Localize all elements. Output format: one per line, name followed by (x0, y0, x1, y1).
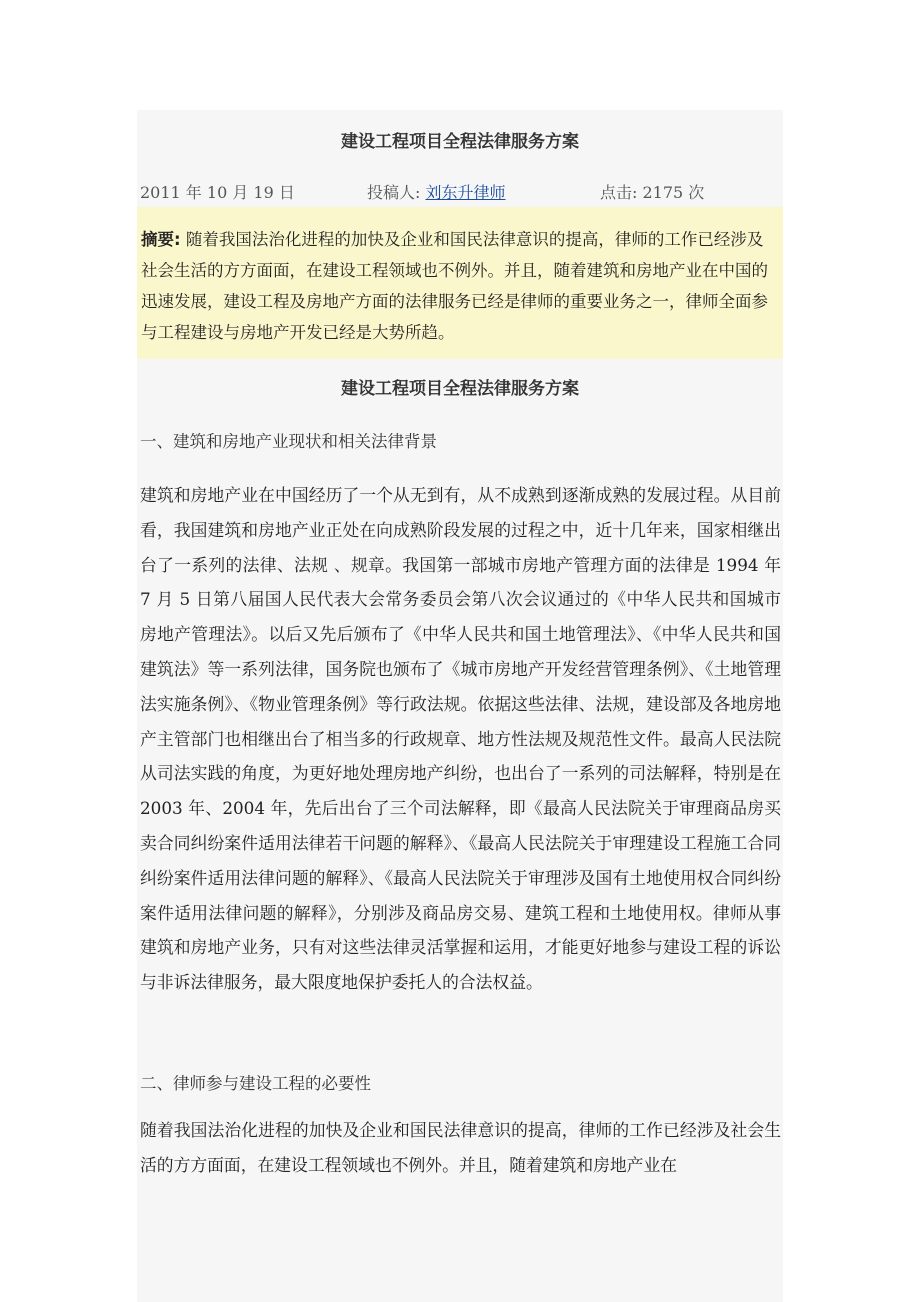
summary-label: 摘要: (141, 230, 181, 249)
article-title: 建设工程项目全程法律服务方案 (341, 132, 579, 152)
publish-date: 2011 年 10 月 19 日 (140, 183, 295, 202)
author-info (367, 180, 506, 203)
section-paragraph-1: 建筑和房地产业在中国经历了一个从无到有，从不成熟到逐渐成熟的发展过程。从目前看，我国建筑和房地产业正处在向成熟阶段发展的过程之中，近十几年来，国家相继出台了一系列的法律、法规 、规章。我国第一部城市房地产管理方面的法律是 1994 年 7 月 5 日第八届国人民代表大会常务委员会第八次会议通过的《中华人民共和国城市房地产管理法》。以后又先后颁布了《中华人民共和国土地管理法》、《中华人民共和国建筑法》等一系列法律，国务院也颁布了《城市房地产开发经营管理条例》、《土地管理法实施条例》、《物业管理条例》等行政法规。依据这些法律、法规，建设部及各地房地产主管部门也相继出台了相当多的行政规章、地方性法规及规范性文件。最高人民法院从司法实践的角度，为更好地处理房地产纠纷，也出台了一系列的司法解释，特别是在 2003 年、2004 年，先后出台了三个司法解释，即《最高人民法院关于审理商品房买卖合同纠纷案件适用法律若干问题的解释》、《最高人民法院关于审理建设工程施工合同纠纷案件适用法律问题的解释》、《最高人民法院关于审理涉及国有土地使用权合同纠纷案件适用法律问题的解释》，分别涉及商品房交易、建筑工程和土地使用权。律师从事建筑和房地产业务，只有对这些法律灵活掌握和运用，才能更好地参与建设工程的诉讼与非诉法律服务，最大限度地保护委托人的合法权益。 (140, 485, 781, 993)
author-link[interactable]: 刘东升律师 (425, 183, 506, 202)
summary-text: 随着我国法治化进程的加快及企业和国民法律意识的提高，律师的工作已经涉及社会生活的方方面面，在建设工程领域也不例外。并且，随着建筑和房地产业在中国的迅速发展，建设工程及房地产方面的法律服务已经是律师的重要业务之一，律师全面参与工程建设与房地产开发已经是大势所趋。 (141, 230, 768, 342)
body-title: 建设工程项目全程法律服务方案 (341, 379, 579, 399)
summary-box (137, 207, 783, 359)
section-paragraph-2: 随着我国法治化进程的加快及企业和国民法律意识的提高，律师的工作已经涉及社会生活的方方面面，在建设工程领域也不例外。并且，随着建筑和房地产业在 (140, 1120, 781, 1175)
hit-count: 点击: 2175 次 (600, 183, 705, 202)
author-label: 投稿人: (367, 183, 426, 202)
section-heading-1: 一、建筑和房地产业现状和相关法律背景 (140, 432, 437, 451)
article-meta (140, 180, 780, 206)
summary-paragraph (137, 207, 783, 348)
section-heading-2: 二、律师参与建设工程的必要性 (140, 1074, 371, 1093)
article-page (137, 110, 783, 1302)
